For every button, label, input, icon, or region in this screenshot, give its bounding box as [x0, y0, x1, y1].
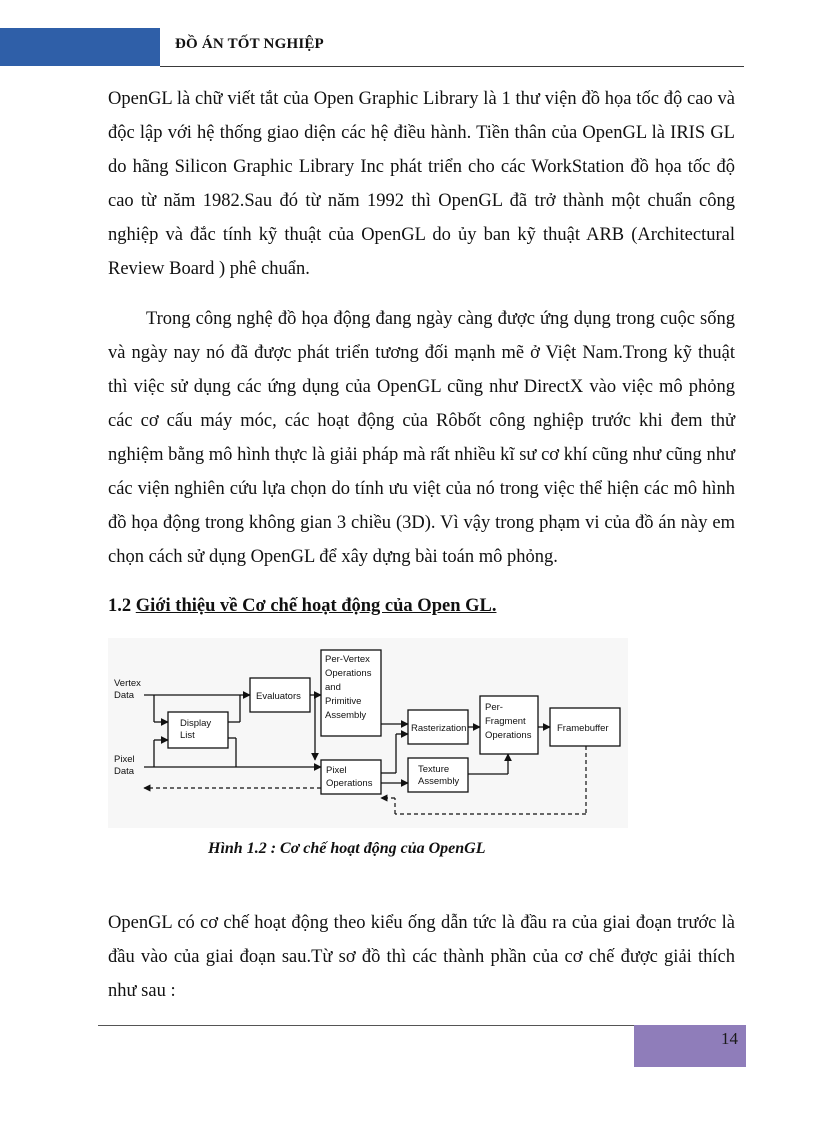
page-number-box [634, 1025, 746, 1067]
opengl-pipeline-diagram [108, 638, 628, 828]
paragraph-applications: Trong công nghệ đồ họa động đang ngày càng được ứng dụng trong cuộc sống và ngày nay nó đã được phát triển tương đối mạnh mẽ ở Việt Nam.Trong kỹ thuật thì việc sử dụng các ứng dụng của OpenGL cũng như DirectX vào việc mô phỏng các cơ cấu máy móc, các hoạt động của Rôbốt công nghiệp trước khi đem thử nghiệm bằng mô hình thực là giải pháp mà rất nhiều kĩ sư cơ khí cũng như cũng như các viện nghiên cứu lựa chọn do tính ưu việt của nó trong việc thể hiện các mô hình đồ họa động trong không gian 3 chiều (3D). Vì vậy trong phạm vi của đồ án này em chọn cách sử dụng OpenGL để xây dựng bài toán mô phỏng. [108, 309, 735, 567]
header-title: ĐỒ ÁN TỐT NGHIỆP [175, 36, 324, 52]
section-title: Giới thiệu về Cơ chế hoạt động của Open GL. [135, 596, 497, 616]
evaluators-label: Evaluators [256, 691, 301, 702]
section-heading [108, 596, 496, 617]
pixel-data-label: Pixel Data [114, 754, 135, 777]
vertex-data-label: Vertex Data [114, 678, 141, 701]
per-vertex-label: Per-Vertex Operations and Primitive Assembly [325, 654, 372, 721]
page-number: 14 [721, 1029, 738, 1048]
paragraph-intro: OpenGL là chữ viết tắt của Open Graphic Library là 1 thư viện đồ họa tốc độ cao và độc lập với hệ thống giao diện các hệ điều hành. Tiền thân của OpenGL là IRIS GL do hãng Silicon Graphic Library Inc phát triển cho các WorkStation đồ họa tốc độ cao từ năm 1982.Sau đó từ năm 1992 thì OpenGL đã trở thành một chuẩn công nghiệp và đắc tính kỹ thuật của OpenGL do ủy ban kỹ thuật ARB (Architectural Review Board ) phê chuẩn. [108, 89, 735, 279]
pixel-operations-label: Pixel Operations [326, 765, 373, 789]
rasterization-label: Rasterization [411, 723, 467, 734]
framebuffer-label: Framebuffer [557, 723, 609, 734]
figure-caption: Hình 1.2 : Cơ chế hoạt động của OpenGL [208, 840, 486, 857]
pipeline-svg [108, 638, 628, 828]
paragraph-pipeline: OpenGL có cơ chế hoạt động theo kiểu ống dẫn tức là đầu ra của giai đoạn trước là đầu vào của giai đoạn sau.Từ sơ đồ thì các thành phần của cơ chế được giải thích như sau : [108, 913, 735, 1001]
display-list-label: Display List [180, 718, 212, 741]
texture-assembly-label: Texture Assembly [418, 764, 460, 787]
section-number: 1.2 [108, 596, 132, 616]
header-accent-bar [0, 28, 160, 66]
header-rule [160, 66, 744, 67]
per-fragment-label: Per-Fragment Operations [485, 702, 532, 741]
